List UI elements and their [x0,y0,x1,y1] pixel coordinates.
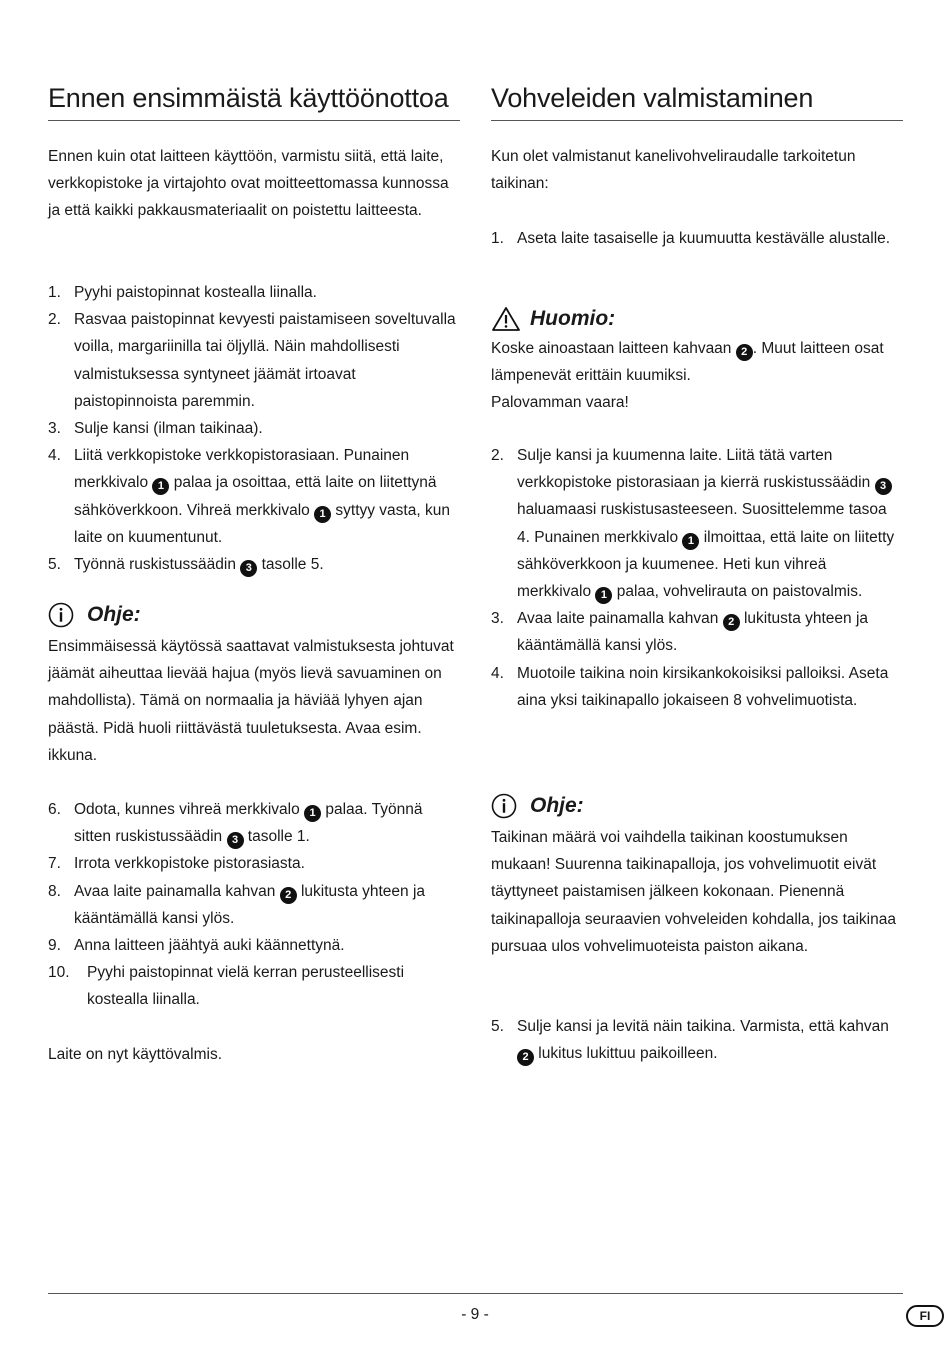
callout-number-badge: 1 [682,533,699,550]
footer-divider [48,1293,903,1294]
info-icon [48,602,78,628]
callout-number-badge: 2 [723,614,740,631]
list-item: 5. Sulje kansi ja levitä näin taikina. Varmista, että kahvan 2 lukitus lukittuu paikoilleen. [491,1013,903,1067]
list-item: 3. Sulje kansi (ilman taikinaa). [48,420,263,438]
warning-box [491,303,903,417]
steps-list-prepare [491,225,903,252]
steps-list-finish [491,1013,903,1067]
list-item: 9. Anna laitteen jäähtyä auki käännettynä. [48,937,345,955]
section-title-first-use: Ennen ensimmäistä käyttöönottoa [48,82,460,121]
note-text: Ensimmäisessä käytössä saattavat valmistuksesta johtuvat jäämät aiheuttaa lievää hajua (myös lievä savuaminen on mahdollista). Tämä on normaalia ja häviää lyhyen ajan päästä. Pidä huoli riittävästä tuuletuksesta. Avaa esim. ikkuna. [48,638,454,764]
warning-danger-text: Palovamman vaara! [491,394,629,412]
list-item: 4. Muotoile taikina noin kirsikankokoisiksi palloiksi. Aseta aina yksi taikinapallo jokaiseen 8 vohvelimuotista. [491,664,889,709]
list-item: 2. Rasvaa paistopinnat kevyesti paistamiseen soveltuvalla voilla, margariinilla tai öljyllä. Näin mahdollisesti valmistuksessa syntyneet jäämät irtoavat paistopinnoista paremmin. [48,311,456,410]
callout-number-badge: 1 [152,478,169,495]
callout-number-badge: 2 [517,1049,534,1066]
callout-number-badge: 2 [280,887,297,904]
note-box [491,790,903,960]
note-heading: Ohje: [491,790,903,822]
list-item: 7. Irrota verkkopistoke pistorasiasta. [48,855,305,873]
note-heading: Ohje: [48,599,460,631]
note-text: Taikinan määrä voi vaihdella taikinan koostumuksen mukaan! Suurenna taikinapalloja, jos vohvelimuotit eivät täyttyneet paistamisen jälkeen kokonaan. Pienennä taikinapalloja seuraavien vohveleiden kohdalla, jos taikinaa pursuaa ulos vohvelimuoteista paiston aikana. [491,829,896,955]
steps-list-baking [491,442,903,714]
warning-text: Koske ainoastaan laitteen kahvaan 2 . Muut laitteen osat lämpenevät erittäin kuumiksi. [491,340,884,385]
list-item: 1. Aseta laite tasaiselle ja kuumuutta kestävälle alustalle. [491,230,891,247]
callout-number-badge: 3 [240,560,257,577]
page-number: - 9 - [461,1306,489,1323]
callout-number-badge: 3 [875,478,892,495]
callout-number-badge: 1 [304,805,321,822]
callout-number-badge: 3 [227,832,244,849]
note-box [48,599,460,769]
list-item: 10. Pyyhi paistopinnat vielä kerran perusteellisesti kostealla liinalla. [48,964,405,1009]
callout-number-badge: 2 [736,344,753,361]
section-title-making-waffles: Vohveleiden valmistaminen [491,82,903,121]
warning-triangle-icon [491,306,521,332]
info-icon [491,793,521,819]
callout-number-badge: 1 [595,587,612,604]
list-item: 2. Sulje kansi ja kuumenna laite. Liitä tätä varten verkkopistoke pistorasiaan ja kierrä ruskistussäädin 3 haluamaasi ruskistusasteeseen. Suosittelemme tasoa 4. Punainen merkkivalo 1 ilmoittaa, että laite on liitetty sähköverkkoon ja kuumenee. Heti kun vihreä merkkivalo 1 palaa, vohvelirauta on paistovalmis. [491,442,903,605]
steps-list-cleanup [48,796,460,1014]
warning-heading: Huomio: [491,303,903,335]
steps-list-first-use [48,279,460,578]
list-item: 4. Liitä verkkopistoke verkkopistorasiaan. Punainen merkkivalo 1 palaa ja osoittaa, että laite on liitettynä sähköverkkoon. Vihreä merkkivalo 1 syttyy vasta, kun laite on kuumentunut. [48,447,450,546]
language-badge: FI [906,1305,944,1327]
list-item: 8. Avaa laite painamalla kahvan 2 lukitusta yhteen ja kääntämällä kansi ylös. [48,882,426,927]
callout-number-badge: 1 [314,506,331,523]
list-item: 3. Avaa laite painamalla kahvan 2 lukitusta yhteen ja kääntämällä kansi ylös. [491,610,869,655]
intro-paragraph: Ennen kuin otat laitteen käyttöön, varmistu siitä, että laite, verkkopistoke ja virtajohto ovat moitteettomassa kunnossa ja että kaikki pakkausmateriaalit on poistettu laitteesta. [48,148,449,220]
closing-paragraph: Laite on nyt käyttövalmis. [48,1046,223,1063]
list-item: 6. Odota, kunnes vihreä merkkivalo 1 palaa. Työnnä sitten ruskistussäädin 3 tasolle 1. [48,796,460,850]
intro-paragraph: Kun olet valmistanut kanelivohveliraudalle tarkoitetun taikinan: [491,148,856,193]
list-item: 5. Työnnä ruskistussäädin 3 tasolle 5. [48,551,460,578]
list-item: 1. Pyyhi paistopinnat kostealla liinalla. [48,284,317,301]
